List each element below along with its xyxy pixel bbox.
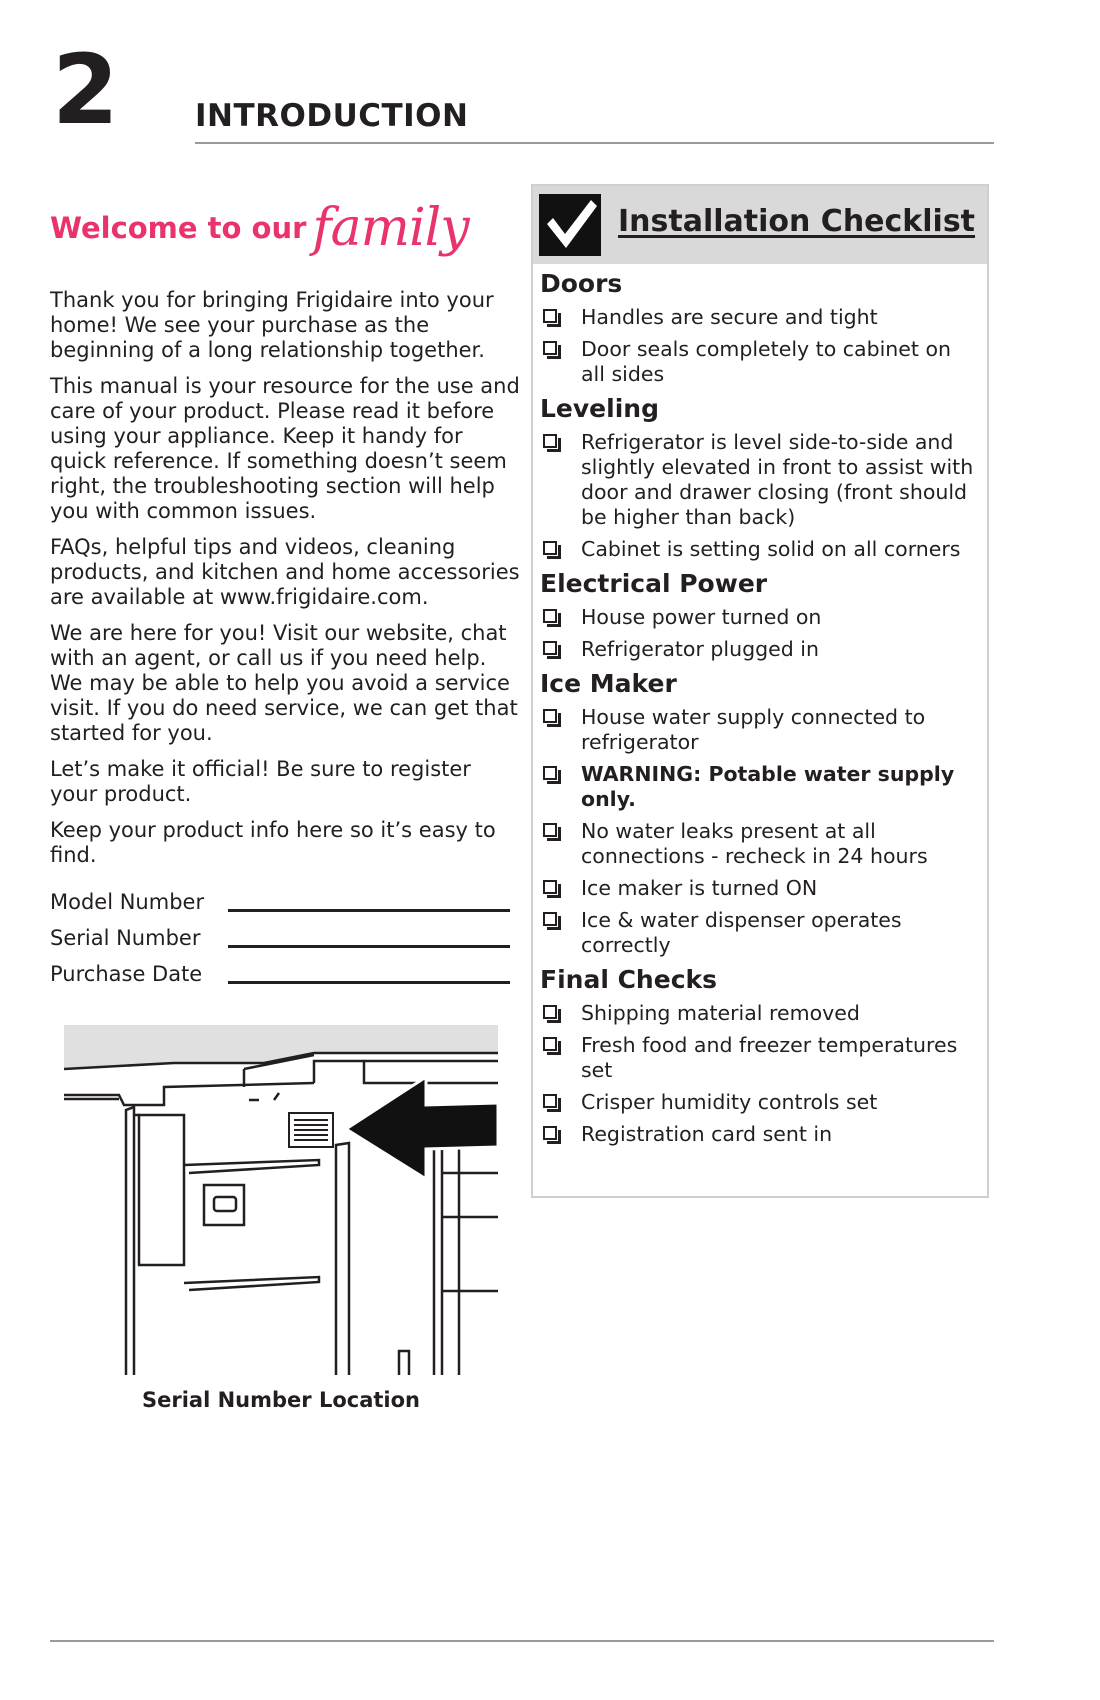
checklist-item-text: WARNING: Potable water supply only. xyxy=(581,762,955,811)
checklist-item-warning xyxy=(540,762,981,812)
welcome-main-text: Welcome to our xyxy=(50,211,307,245)
intro-paragraph: Thank you for bringing Frigidaire into your home! We see your purchase as the beginning of a long relationship together. xyxy=(50,288,494,362)
checkbox-icon xyxy=(543,823,557,837)
serial-number-label: Serial Number xyxy=(50,926,201,950)
checklist-item xyxy=(540,876,981,901)
checklist-item-text: Refrigerator is level side-to-side and slightly elevated in front to assist with door and drawer closing (front should be higher than back) xyxy=(581,430,974,529)
header-divider xyxy=(195,142,994,144)
checklist-body xyxy=(533,269,987,1147)
intro-paragraph: Let’s make it official! Be sure to register your product. xyxy=(50,757,471,806)
serial-number-line xyxy=(228,945,510,948)
checklist-item-text: Ice & water dispenser operates correctly xyxy=(581,908,902,957)
serial-number-row xyxy=(50,915,520,951)
checkbox-icon xyxy=(543,912,557,926)
page-number: 2 xyxy=(52,34,117,146)
intro-paragraph: FAQs, helpful tips and videos, cleaning products, and kitchen and home accessories are available at www.frigidaire.com. xyxy=(50,535,520,609)
checklist-item-text: Registration card sent in xyxy=(581,1122,833,1146)
group-heading-final-checks: Final Checks xyxy=(540,965,718,994)
checkbox-icon xyxy=(543,1005,557,1019)
checklist-item xyxy=(540,305,981,330)
model-number-row xyxy=(50,879,520,915)
refrigerator-interior-drawing xyxy=(64,1025,498,1375)
checkbox-icon xyxy=(543,709,557,723)
model-number-label: Model Number xyxy=(50,890,205,914)
serial-number-location-illustration xyxy=(64,1025,498,1375)
checklist-item-text: House water supply connected to refrigerator xyxy=(581,705,926,754)
checklist-item xyxy=(540,605,981,630)
checklist-item-text: Ice maker is turned ON xyxy=(581,876,818,900)
checkbox-icon xyxy=(543,1094,557,1108)
installation-checklist-panel xyxy=(531,184,989,1198)
checkbox-icon xyxy=(543,309,557,323)
intro-column xyxy=(50,288,520,987)
group-heading-leveling: Leveling xyxy=(540,394,659,423)
footer-divider xyxy=(50,1640,994,1642)
checkbox-icon xyxy=(543,609,557,623)
intro-paragraph: This manual is your resource for the use and care of your product. Please read it before using your appliance. Keep it handy for quick reference. If something doesn’t seem right, the troubleshooting section will help you with common issues. xyxy=(50,374,520,523)
checklist-item-text: House power turned on xyxy=(581,605,822,629)
checklist-item xyxy=(540,705,981,755)
checklist-item xyxy=(540,537,981,562)
checklist-item xyxy=(540,1001,981,1026)
checkbox-icon xyxy=(543,541,557,555)
checklist-item xyxy=(540,908,981,958)
checklist-title: Installation Checklist xyxy=(618,204,976,239)
checklist-header xyxy=(533,186,987,264)
checklist-item xyxy=(540,1122,981,1147)
checklist-item xyxy=(540,1033,981,1083)
intro-paragraph: We are here for you! Visit our website, chat with an agent, or call us if you need help. We may be able to help you avoid a service visit. If you do need service, we can get that started for you. xyxy=(50,621,518,745)
checklist-item xyxy=(540,337,981,387)
figure-caption: Serial Number Location xyxy=(142,1388,420,1412)
checklist-item-text: Fresh food and freezer temperatures set xyxy=(581,1033,958,1082)
purchase-date-row xyxy=(50,951,520,987)
checklist-item-text: Door seals completely to cabinet on all sides xyxy=(581,337,951,386)
checkmark-box-icon xyxy=(539,194,601,256)
group-heading-ice-maker: Ice Maker xyxy=(540,669,677,698)
checkbox-icon xyxy=(543,341,557,355)
checkbox-icon xyxy=(543,434,557,448)
group-heading-doors: Doors xyxy=(540,269,623,298)
checklist-item-text: Shipping material removed xyxy=(581,1001,860,1025)
checklist-item xyxy=(540,1090,981,1115)
checkbox-icon xyxy=(543,641,557,655)
checklist-item-text: Crisper humidity controls set xyxy=(581,1090,878,1114)
purchase-date-line xyxy=(228,981,510,984)
checkbox-icon xyxy=(543,766,557,780)
checklist-item-text: Cabinet is setting solid on all corners xyxy=(581,537,961,561)
checklist-item xyxy=(540,430,981,530)
checkbox-icon xyxy=(543,880,557,894)
serial-label-plate xyxy=(289,1113,333,1147)
checklist-item-text: No water leaks present at all connections - recheck in 24 hours xyxy=(581,819,928,868)
model-number-line xyxy=(228,909,510,912)
checklist-item xyxy=(540,637,981,662)
welcome-script-text: family xyxy=(312,198,469,258)
group-heading-electrical-power: Electrical Power xyxy=(540,569,768,598)
purchase-date-label: Purchase Date xyxy=(50,962,203,986)
checklist-item-text: Handles are secure and tight xyxy=(581,305,878,329)
checklist-item-text: Refrigerator plugged in xyxy=(581,637,819,661)
checkbox-icon xyxy=(543,1126,557,1140)
intro-paragraph: Keep your product info here so it’s easy to find. xyxy=(50,818,496,867)
checklist-item xyxy=(540,819,981,869)
section-title: INTRODUCTION xyxy=(195,98,469,134)
checkbox-icon xyxy=(543,1037,557,1051)
welcome-heading xyxy=(50,198,469,258)
